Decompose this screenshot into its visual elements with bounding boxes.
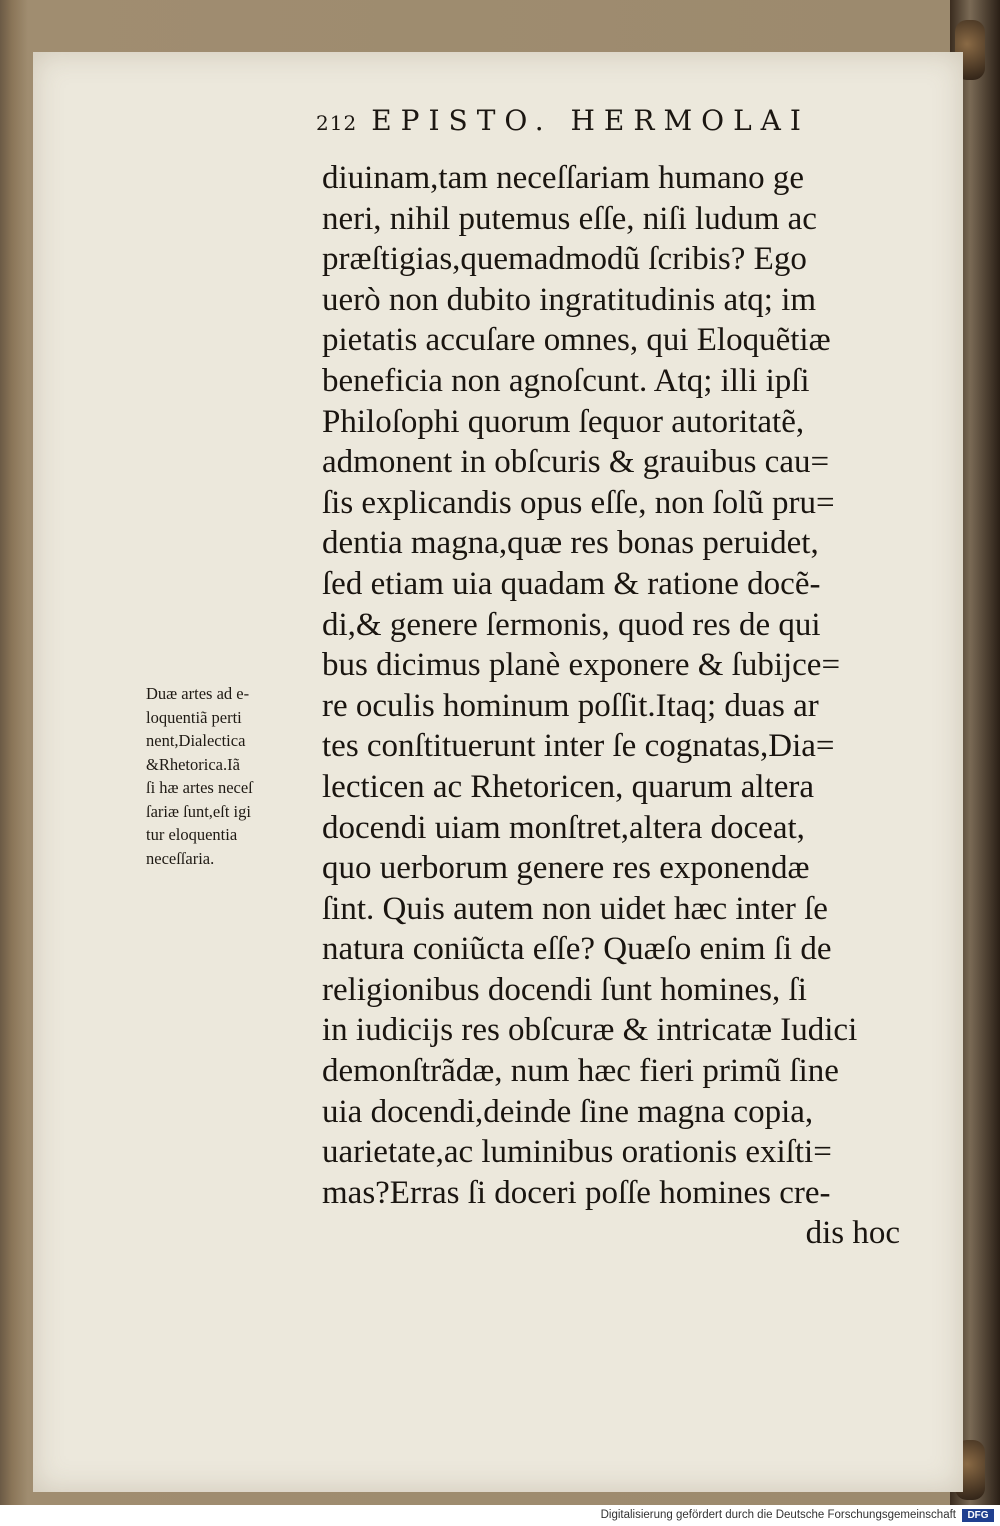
page-number: 212 [316,111,358,135]
text-line: docendi uiam monſtret,altera doceat, [322,809,805,846]
text-line: ſint. Quis autem non uidet hæc inter ſe [322,890,828,927]
text-line: dentia magna,quæ res bonas peruidet, [322,525,819,562]
text-line: ſed etiam uia quadam & ratione docẽ- [322,565,821,602]
main-text-block [322,158,922,1254]
text-line: religionibus docendi ſunt homines, ſi [322,971,807,1008]
dfg-logo: DFG [962,1509,994,1522]
funding-notice: Digitalisierung gefördert durch die Deutsche Forschungsgemeinschaft [600,1509,956,1521]
text-line: demonſtrãdæ, num hæc fieri primũ ſine [322,1053,839,1090]
margin-note-line: nent,Dialectica [146,731,246,750]
text-line: uarietate,ac luminibus orationis exiſti= [322,1134,832,1171]
text-line: dis hoc [805,1215,900,1252]
text-line: mas?Erras ſi doceri poſſe homines cre- [322,1174,831,1211]
margin-note-line: &Rhetorica.Iã [146,754,240,774]
text-line: diuinam,tam neceſſariam humano ge [322,160,804,196]
text-line: uia docendi,deinde ſine magna copia, [322,1093,814,1130]
margin-note-line: ſariæ ſunt,eſt igi [146,801,251,821]
text-line: lecticen ac Rhetoricen, quarum altera [322,768,814,805]
marginal-note [146,682,321,870]
text-line: ſis explicandis opus eſſe, non ſolũ pru= [322,484,835,521]
running-head [316,104,810,137]
margin-note-line: neceſſaria. [146,848,215,868]
margin-note-line: Duæ artes ad e- [146,684,250,703]
text-line: in iudicijs res obſcuræ & intricatæ Iudici [322,1012,858,1049]
text-line: natura coniũcta eſſe? Quæſo enim ſi de [322,931,832,968]
margin-note-line: tur eloquentia [146,825,238,844]
text-line: di,& genere ſermonis, quod res de qui [322,606,821,643]
text-line: bus dicimus planè exponere & ſubijce= [322,647,841,684]
text-line: re oculis hominum poſſit.Itaq; duas ar [322,687,819,724]
text-line: pietatis accuſare omnes, qui Eloquẽtiæ [322,322,831,359]
text-line: neri, nihil putemus eſſe, niſi ludum ac [322,200,817,237]
margin-note-line: ſi hæ artes neceſ [146,778,253,797]
margin-note-line: loquentiã perti [146,707,242,727]
text-line: præſtigias,quemadmodũ ſcribis? Ego [322,241,807,278]
text-line: admonent in obſcuris & grauibus cau= [322,444,830,481]
footer-bar [0,1505,1000,1526]
text-line: uerò non dubito ingratitudinis atq; im [322,281,817,318]
text-line: quo uerborum genere res exponendæ [322,850,810,887]
text-line: beneficia non agnoſcunt. Atq; illi ipſi [322,362,810,399]
running-title: EPISTO. HERMOLAI [371,104,810,137]
text-line: tes conſtituerunt inter ſe cognatas,Dia= [322,728,835,765]
text-line: Philoſophi quorum ſequor autoritatẽ, [322,403,805,440]
